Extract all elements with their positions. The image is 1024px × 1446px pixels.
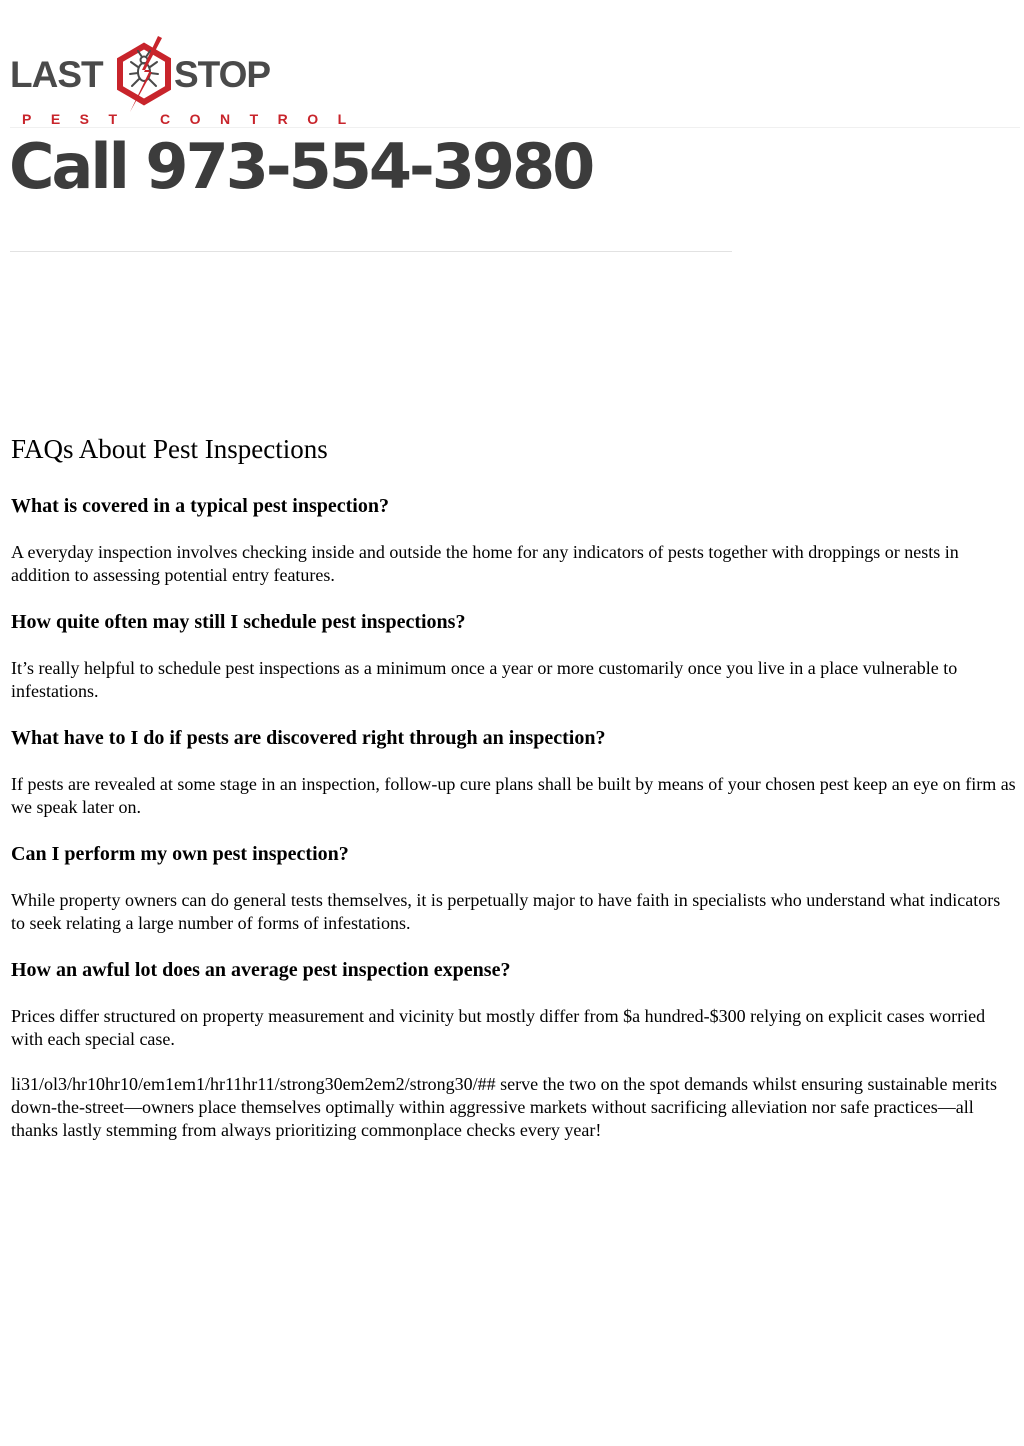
site-header (0, 0, 1024, 260)
call-phone-number[interactable]: Call 973-554-3980 (9, 130, 593, 203)
faq-answer: A everyday inspection involves checking inside and outside the home for any indicators of pests together with droppings or nests in addition to assessing potential entry features. (11, 542, 959, 585)
logo-subtitle: PEST CONTROL (22, 111, 366, 127)
article-heading: FAQs About Pest Inspections (11, 434, 328, 464)
faq-answer: If pests are revealed at some stage in an inspection, follow-up cure plans shall be built by means of your chosen pest keep an eye on firm as we speak later on. (11, 774, 1016, 817)
article-content (11, 428, 1016, 1164)
hexagon-bug-lightning-icon (112, 36, 176, 116)
faq-question: How an awful lot does an average pest inspection expense? (11, 959, 511, 981)
header-divider-top (10, 127, 1020, 128)
closing-paragraph: li31/ol3/hr10hr10/em1em1/hr11hr11/strong30em2em2/strong30/## serve the two on the spot demands whilst ensuring sustainable merits down-the-street—owners place themselves optimally within aggressive markets without sacrificing alleviation nor safe practices—all thanks lastly stemming from always prioritizing commonplace checks every year! (11, 1074, 998, 1140)
faq-question: How quite often may still I schedule pest inspections? (11, 611, 466, 633)
faq-answer: Prices differ structured on property measurement and vicinity but mostly differ from $a hundred-$300 relying on explicit cases worried with each special case. (11, 1006, 986, 1049)
header-divider (10, 251, 732, 252)
logo-word-stop: STOP (174, 54, 271, 95)
logo-word-last: LAST (10, 54, 103, 95)
faq-question: What is covered in a typical pest inspection? (11, 495, 389, 517)
faq-question: Can I perform my own pest inspection? (11, 843, 349, 865)
faq-question: What have to I do if pests are discovered right through an inspection? (11, 727, 606, 749)
faq-answer: It’s really helpful to schedule pest inspections as a minimum once a year or more customarily once you live in a place vulnerable to infestations. (11, 658, 958, 701)
faq-answer: While property owners can do general tests themselves, it is perpetually major to have faith in specialists who understand what indicators to seek relating a large number of forms of infestations. (11, 890, 1001, 933)
last-stop-logo[interactable] (9, 36, 366, 130)
